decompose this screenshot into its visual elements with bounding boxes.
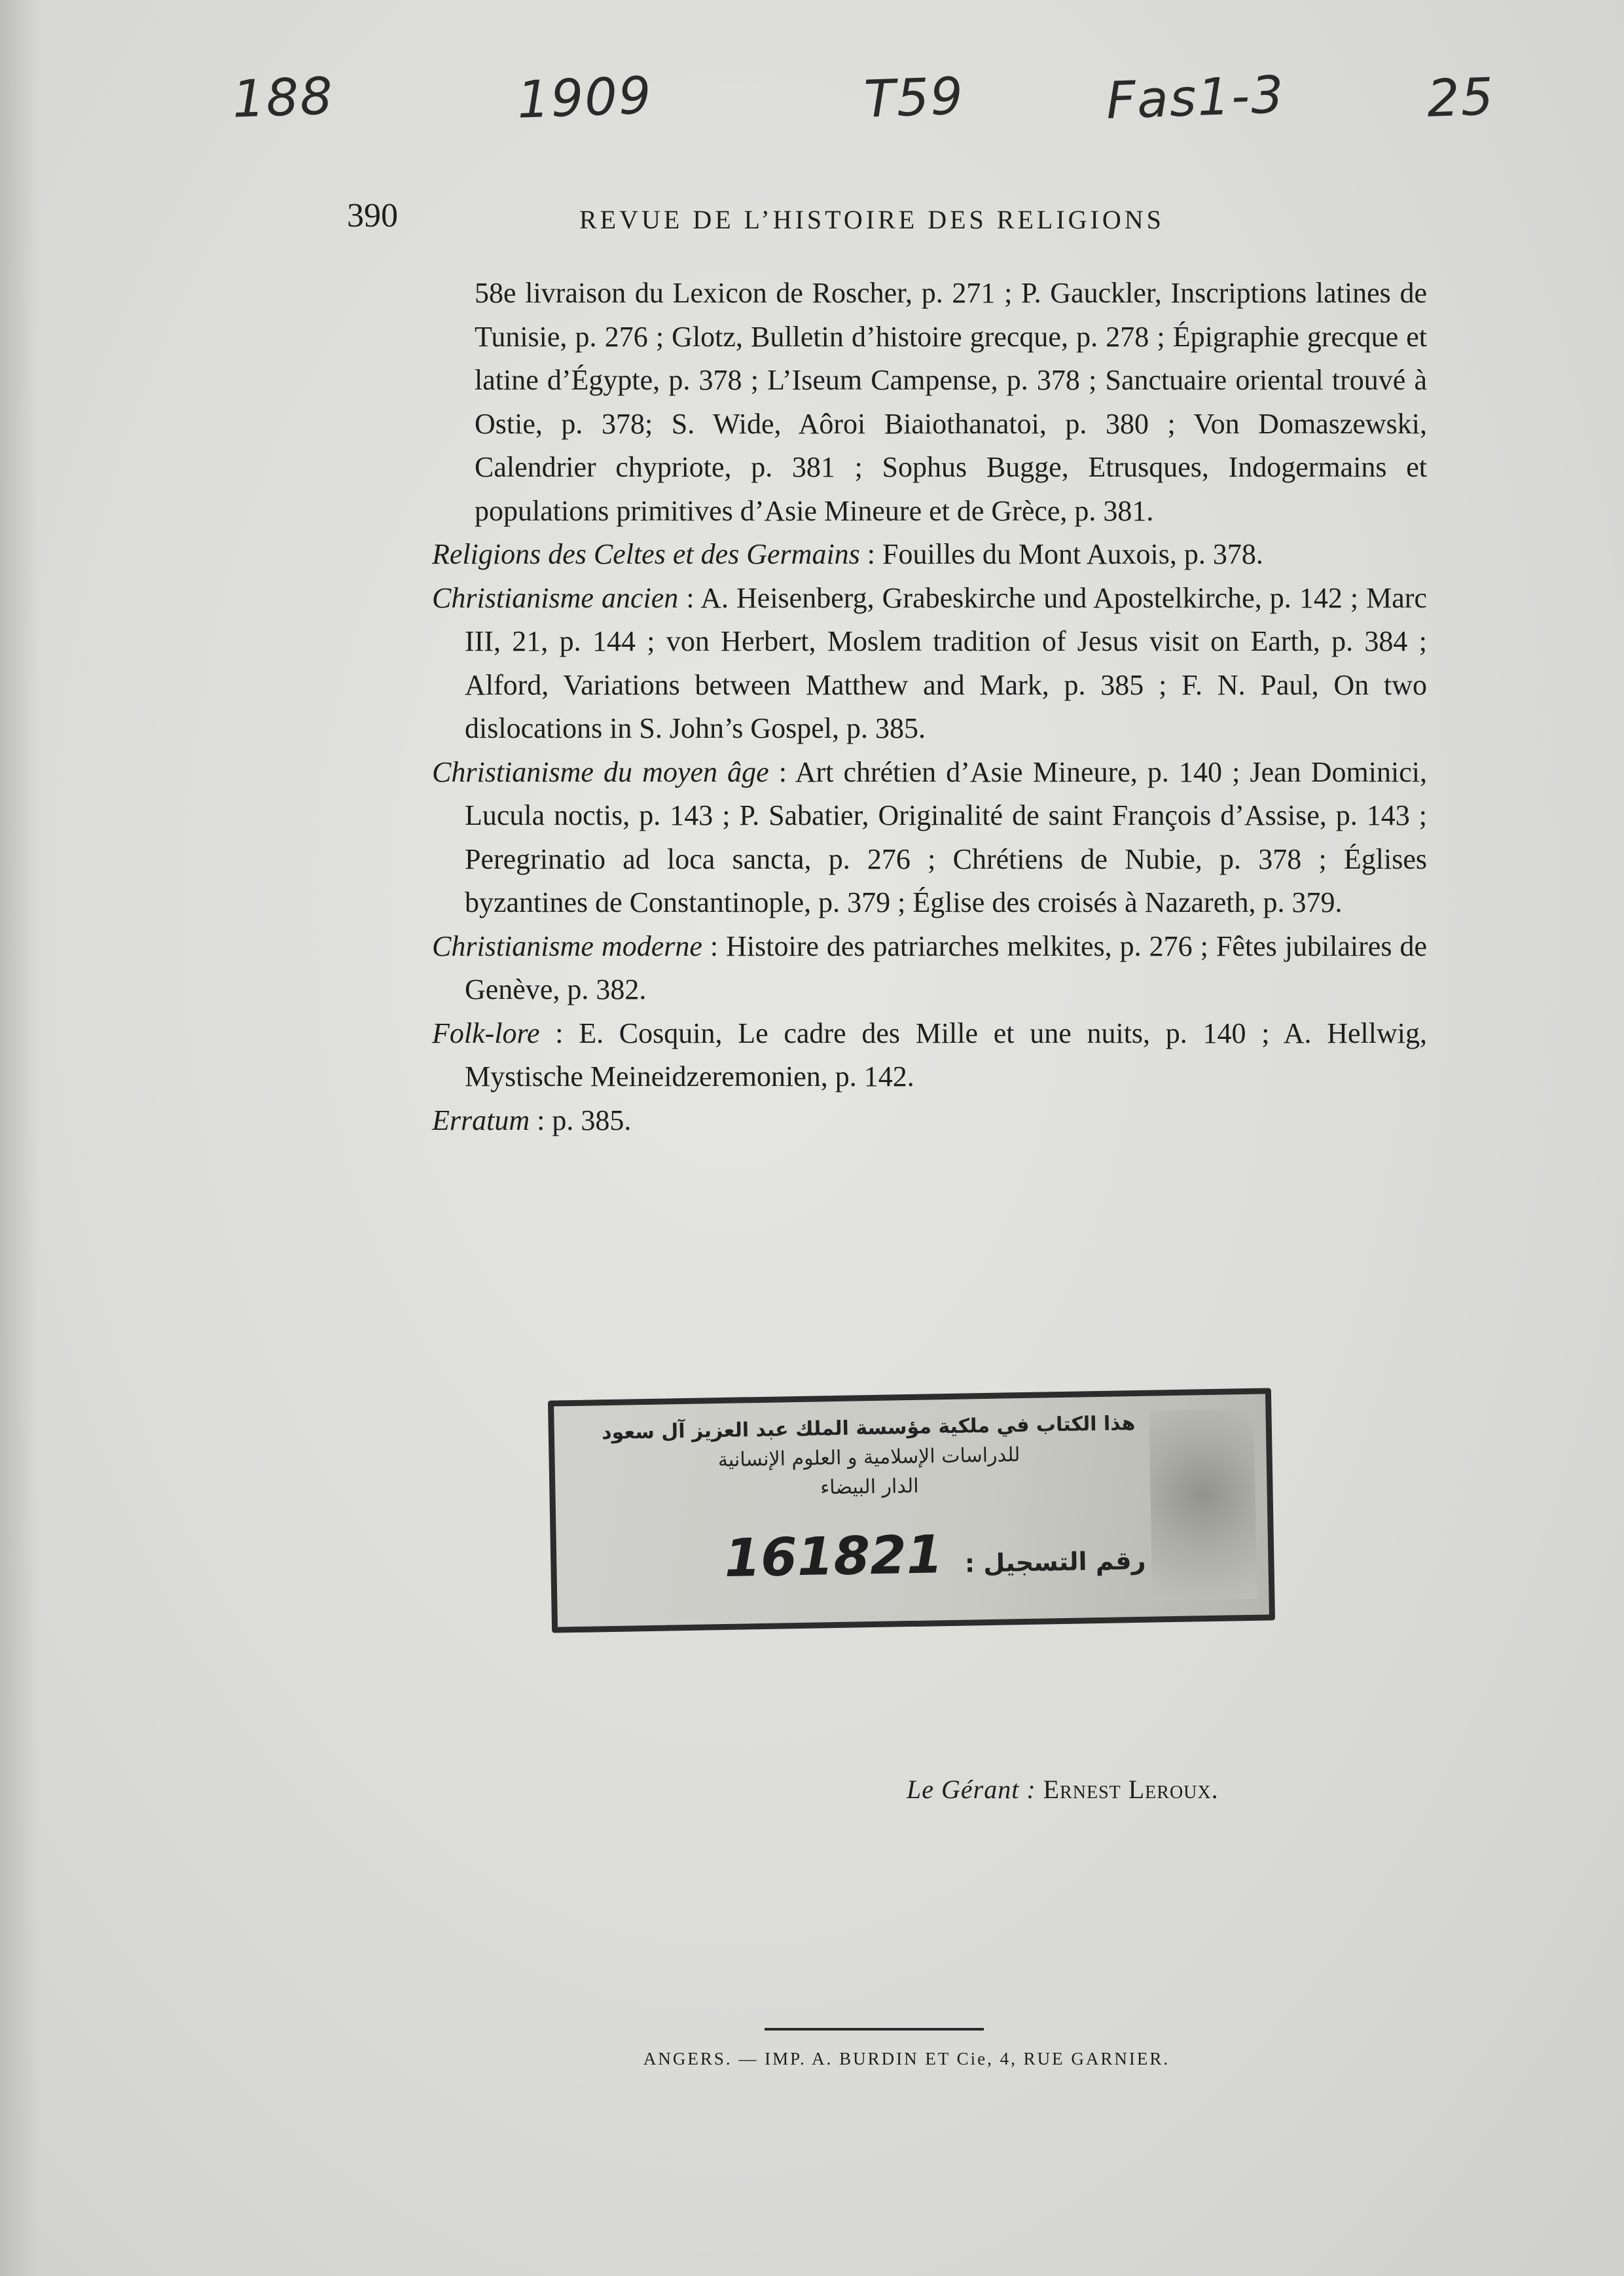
page-number: 390: [347, 197, 398, 234]
entry-text: : E. Cosquin, Le cadre des Mille et une nuits, p. 140 ; A. Hellwig, Mystische Meineidzeremonien, p. 142.: [465, 1017, 1427, 1093]
entry-text: : p. 385.: [530, 1104, 632, 1136]
signature-label: Le Gérant :: [907, 1775, 1043, 1804]
entry-celtes-germains: [432, 533, 1427, 577]
entry-christianisme-ancien: [432, 577, 1427, 751]
entry-text: : Fouilles du Mont Auxois, p. 378.: [859, 538, 1263, 570]
stamp-line: هذا الكتاب في ملكية مؤسسة الملك عبد العزيز آل سعود: [601, 1412, 1136, 1445]
entry-continuation: [432, 272, 1427, 533]
entry-text: 58e livraison du Lexicon de Roscher, p. 271 ; P. Gauckler, Inscriptions latines de Tunisie, p. 276 ; Glotz, Bulletin d’histoire grecque, p. 278 ; Épigraphie grecque et latine d’Égypte, p. 378 ; L’Iseum Campense, p. 378 ; Sanctuaire oriental trouvé à Ostie, p. 378; S. Wide, Aôroi Biaiothanatoi, p. 380 ; Von Domaszewski, Calendrier chypriote, p. 381 ; Sophus Bugge, Etrusques, Indogermains et populations primitives d’Asie Mineure et de Grèce, p. 381.: [475, 277, 1427, 527]
stamp-text: [593, 1409, 1146, 1616]
entry-category: Folk-lore: [432, 1017, 540, 1049]
entry-christianisme-moderne: [432, 925, 1427, 1012]
entry-text: : A. Heisenberg, Grabeskirche und Apostelkirche, p. 142 ; Marc III, 21, p. 144 ; von Herbert, Moslem tradition of Jesus visit on Earth, p. 384 ; Alford, Variations between Matthew and Mark, p. 385 ; F. N. Paul, On two dislocations in S. John’s Gospel, p. 385.: [465, 581, 1427, 744]
page-header: [347, 196, 1420, 249]
stamp-registration-number: 161821: [723, 1524, 944, 1589]
library-stamp: [548, 1388, 1275, 1633]
signature: [907, 1774, 1219, 1805]
stamp-seal-icon: [1149, 1409, 1257, 1600]
stamp-line: الدار البيضاء: [820, 1474, 919, 1500]
entry-category: Erratum: [432, 1104, 530, 1136]
printer-imprint: ANGERS. — IMP. A. BURDIN ET Cie, 4, RUE GARNIER.: [643, 2049, 1170, 2068]
handwritten-note-5: 25: [1426, 67, 1496, 129]
entry-folk-lore: [432, 1012, 1427, 1099]
entry-text: : Histoire des patriarches melkites, p. 276 ; Fêtes jubilaires de Genève, p. 382.: [465, 930, 1427, 1005]
entry-category: Religions des Celtes et des Germains: [432, 538, 860, 570]
handwritten-note-2: 1909: [516, 66, 654, 130]
index-entries: [432, 272, 1427, 1142]
entry-text: : Art chrétien d’Asie Mineure, p. 140 ; Jean Dominici, Lucula noctis, p. 143 ; P. Sabatier, Originalité de saint François d’Assise, p. 143 ; Peregrinatio ad loca sancta, p. 276 ; Chrétiens de Nubie, p. 378 ; Églises byzantines de Constantinople, p. 379 ; Église des croisés à Nazareth, p. 379.: [465, 755, 1427, 918]
entry-christianisme-moyen-age: [432, 751, 1427, 925]
binding-shadow: [0, 0, 39, 2276]
stamp-line: للدراسات الإسلامية و العلوم الإنسانية: [717, 1443, 1020, 1472]
running-title: REVUE DE L’HISTOIRE DES RELIGIONS: [579, 205, 1164, 234]
entry-category: Christianisme ancien: [432, 581, 679, 614]
entry-erratum: [432, 1099, 1427, 1143]
signature-name: Ernest Leroux.: [1043, 1775, 1219, 1804]
entry-category: Christianisme moderne: [432, 930, 702, 962]
stamp-registration: [595, 1521, 1146, 1591]
entry-category: Christianisme du moyen âge: [432, 755, 769, 788]
divider: [765, 2028, 984, 2031]
stamp-registration-label: رقم التسجيل :: [964, 1545, 1146, 1578]
handwritten-note-3: T59: [863, 67, 965, 130]
handwritten-note-4: Fas1-3: [1105, 65, 1286, 131]
handwritten-note-1: 188: [231, 67, 335, 130]
